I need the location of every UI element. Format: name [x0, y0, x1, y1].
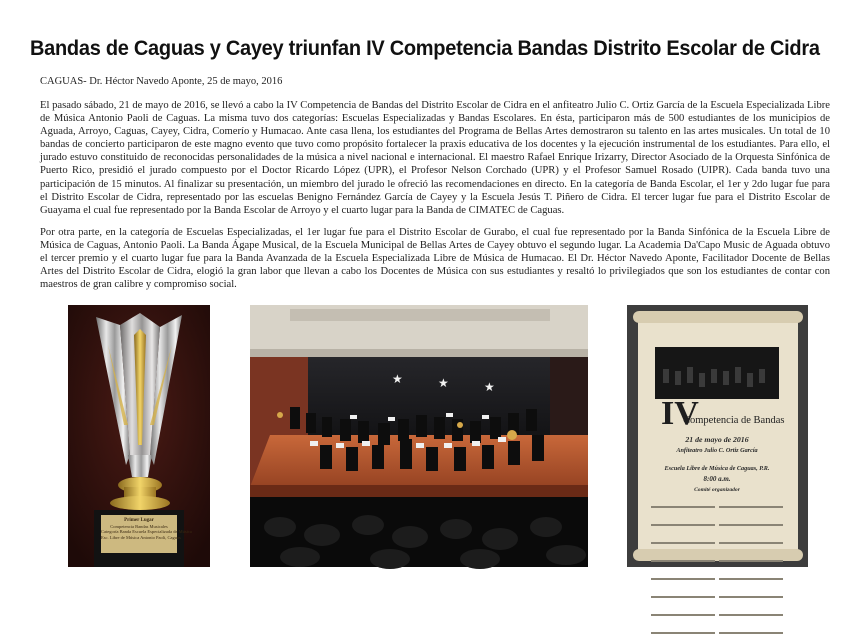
plaque-line: Esc. Libre de Música Antonio Paoli, Caguas [101, 534, 181, 540]
plaque-line: Categoría Banda Escuela Especializada de Música [101, 529, 192, 535]
plaque-line: Competencia Bandas Musicales [110, 523, 168, 529]
svg-text:★: ★ [484, 380, 495, 394]
poster-committee: Comité organizador [694, 487, 740, 493]
concert-stage-illustration [250, 305, 588, 567]
poster-title [655, 395, 785, 432]
poster-band-image [655, 347, 779, 399]
article-byline: CAGUAS- Dr. Héctor Navedo Aponte, 25 de mayo, 2016 [40, 76, 283, 87]
scroll-roll-top [633, 311, 803, 323]
article-paragraph: Por otra parte, en la categoría de Escuelas Especializadas, el 1er lugar fue para el Distrito Escolar de Gurabo, el cual fue representado por la Banda Sinfónica de la Escuela Libre de Música de Caguas, Antonio Paoli. La Banda Ágape Musical, de la Escuela Municipal de Bellas Artes de Cayey obtuvo el segundo lugar. La Academia Da'Capo Music de Aguada obtuvo el tercer premio y el cuarto lugar fue para la Banda Avanzada de la Escuela Especializada Libre de Música de Humacao. El Dr. Héctor Navedo Aponte, Facilitador Docente de Bellas Artes del Distrito Escolar de Cidra, elogió la gran labor que llevan a cabo los Docentes de Música con sus estudiantes y resaltó lo privilegiados que son los estudiantes de contar con maestros de gran calibre y compromiso social. [40, 227, 830, 291]
poster-venue: Anfiteatro Julio C. Ortiz García [676, 447, 758, 454]
poster-fine-print [649, 497, 785, 543]
poster-title-text: Competencia de Bandas [683, 415, 785, 426]
trophy-photo [68, 305, 210, 567]
article-headline: Bandas de Caguas y Cayey triunfan IV Competencia Bandas Distrito Escolar de Cidra [30, 36, 820, 60]
article-paragraph: El pasado sábado, 21 de mayo de 2016, se llevó a cabo la IV Competencia de Bandas del Distrito Escolar de Cidra en el anfiteatro Julio C. Ortiz García de la Escuela Especializada Libre de Música Antonio Paoli de Caguas. La misma tuvo dos categorías: Escuelas Especializadas y Bandas Escolares. En ésta, participaron más de 500 estudiantes de los municipios de Aguada, Arroyo, Caguas, Cayey, Cidra, Comerío y Humacao. Ante casa llena, los estudiantes del Programa de Bellas Artes demostraron su talento en las artes musicales. Un total de 10 bandas de concierto participaron de este magno evento que tuvo como propósito fortalecer la praxis educativa de los docentes y la ejecución instrumental de los estudiantes. Para ello, el jurado estuvo constituido de reconocidas personalidades de la música a nivel nacional e internacional. El maestro Rafael Enrique Irizarry, Director Asociado de la Orquesta Sinfónica de Puerto Rico, presidió el jurado compuesto por el Doctor Ricardo López (UPR), el Profesor Nelson Corchado (UPR) y el Profesor Samuel Rosado (UIPR). Cada banda tuvo una participación de 15 minutos. Al finalizar su presentación, un miembro del jurado le ofreció las recomendaciones en directo. En la categoría de Banda Escolar, el 1er y 2do lugar fue para el Distrito Escolar de Cidra, representado por las escuelas Benigno Fernández García de Cayey y la Escuela Jesús T. Piñero de Cidra. El tercer lugar fue para el Distrito Escolar de Guayama el cual fue representado por la Banda Escolar de Arroyo y el cuarto lugar para la Banda de CIMATEC de Caguas. [40, 100, 830, 216]
concert-photo [250, 305, 588, 567]
poster-photo [627, 305, 808, 567]
poster-date: 21 de mayo de 2016 [685, 435, 749, 444]
trophy-plaque [101, 515, 192, 553]
plaque-line: Primer Lugar [124, 518, 154, 523]
poster-roman-numeral: IV [661, 395, 699, 432]
poster-time: 8:00 a.m. [703, 475, 731, 483]
svg-text:★: ★ [438, 376, 449, 390]
poster-school: Escuela Libre de Música de Caguas, P.R. [664, 465, 770, 472]
svg-text:★: ★ [392, 372, 403, 386]
